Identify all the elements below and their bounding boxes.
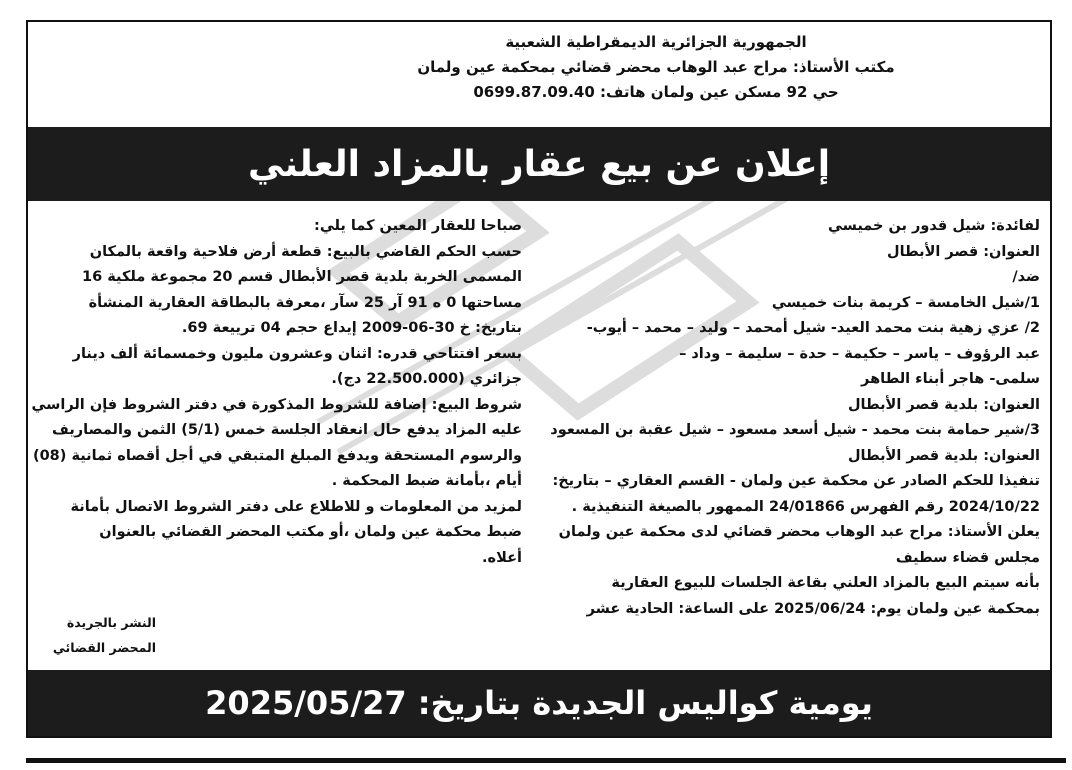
text-line: ضد/ bbox=[1012, 269, 1040, 285]
signature-bailiff: المحضر القضائي bbox=[52, 640, 156, 655]
notice-title: إعلان عن بيع عقار بالمزاد العلني bbox=[247, 143, 831, 185]
signature-block bbox=[36, 610, 156, 660]
header-address: حي 92 مسكن عين ولمان هاتف: 0699.87.09.40 bbox=[473, 83, 839, 101]
text-line: لمزيد من المعلومات و للاطلاع على دفتر الشروط الاتصال بأمانة bbox=[70, 498, 522, 515]
text-line: جزائري (22.500.000 دج). bbox=[331, 371, 522, 387]
text-line: العنوان: بلدية قصر الأبطال bbox=[847, 447, 1040, 464]
footer-banner bbox=[28, 670, 1050, 736]
text-line: 1/شيل الخامسة – كريمة بنات خميسي bbox=[771, 294, 1040, 311]
text-line: العنوان: بلدية قصر الأبطال bbox=[847, 396, 1040, 413]
text-line: مجلس قضاء سطيف bbox=[895, 549, 1040, 566]
text-line: 2/ عزي زهية بنت محمد العيد- شيل أمحمد – وليد – محمد – أيوب- bbox=[586, 320, 1040, 336]
text-line: صباحا للعقار المعين كما يلي: bbox=[314, 218, 522, 234]
text-line: أعلاه. bbox=[482, 549, 522, 566]
text-line: شروط البيع: إضافة للشروط المذكورة في دفتر الشروط فإن الراسي bbox=[31, 396, 522, 413]
text-line: المسمى الخربة بلدية قصر الأبطال قسم 20 مجموعة ملكية 16 bbox=[82, 269, 522, 285]
text-line: 3/شير حمامة بنت محمد - شيل أسعد مسعود – شيل عقبة بن المسعود bbox=[550, 422, 1040, 438]
publication-date: يومية كواليس الجديدة بتاريخ: 2025/05/27 bbox=[205, 684, 873, 722]
text-line: عبد الرؤوف – ياسر – حكيمة – حدة – سليمة – وداد – bbox=[679, 345, 1040, 362]
text-line: عليه المزاد يدفع حال انعقاد الجلسة خمس (5/1) الثمن والمصاريف bbox=[52, 422, 522, 438]
text-line: حسب الحكم القاضي بالبيع: قطعة أرض فلاحية واقعة بالمكان bbox=[89, 243, 522, 260]
text-line: لفائدة: شيل قدور بن خميسي bbox=[827, 218, 1040, 234]
text-line: بسعر افتتاحي قدره: اثنان وعشرون مليون وخمسمائة ألف دينار bbox=[72, 345, 522, 362]
text-line: بتاريخ: خ 30-06-2009 إيداع حجم 04 ترييعة 69. bbox=[181, 320, 522, 336]
header-country: الجمهورية الجزائرية الديمقراطية الشعبية bbox=[505, 33, 807, 51]
legal-notice bbox=[26, 20, 1052, 738]
signature-newspaper: النشر بالجريدة bbox=[66, 615, 156, 630]
right-column bbox=[540, 214, 1040, 622]
bottom-divider bbox=[26, 758, 1066, 763]
text-line: 2024/10/22 رقم الفهرس 24/01866 الممهور بالصيغة التنفيذية . bbox=[571, 498, 1040, 515]
text-line: والرسوم المستحقة ويدفع المبلغ المتبقي في أجل أقصاه ثمانية (08) bbox=[32, 447, 522, 464]
text-line: أيام ،بأمانة ضبط المحكمة . bbox=[331, 473, 522, 489]
text-line: مساحتها 0 ه 91 آر 25 سآر ،معرفة بالبطاقة العقارية المنشأة bbox=[88, 294, 522, 311]
left-column bbox=[31, 214, 522, 571]
title-banner bbox=[28, 127, 1050, 201]
text-line: بمحكمة عين ولمان يوم: 2025/06/24 على الساعة: الحادية عشر bbox=[586, 600, 1040, 617]
text-line: سلمى- هاجر أبناء الطاهر bbox=[861, 371, 1040, 387]
header-office: مكتب الأستاذ: مراح عبد الوهاب محضر قضائي بمحكمة عين ولمان bbox=[417, 58, 895, 76]
notice-header bbox=[276, 30, 1036, 105]
text-line: العنوان: قصر الأبطال bbox=[886, 243, 1040, 260]
text-line: تنفيذا للحكم الصادر عن محكمة عين ولمان - القسم العقاري – بتاريخ: bbox=[552, 473, 1040, 489]
text-line: يعلن الأستاذ: مراح عبد الوهاب محضر قضائي لدى محكمة عين ولمان bbox=[558, 524, 1040, 540]
text-line: ضبط محكمة عين ولمان ،أو مكتب المحضر القضائي بالعنوان bbox=[99, 524, 522, 540]
text-line: بأنه سيتم البيع بالمزاد العلني بقاعة الجلسات للبيوع العقارية bbox=[611, 575, 1040, 591]
